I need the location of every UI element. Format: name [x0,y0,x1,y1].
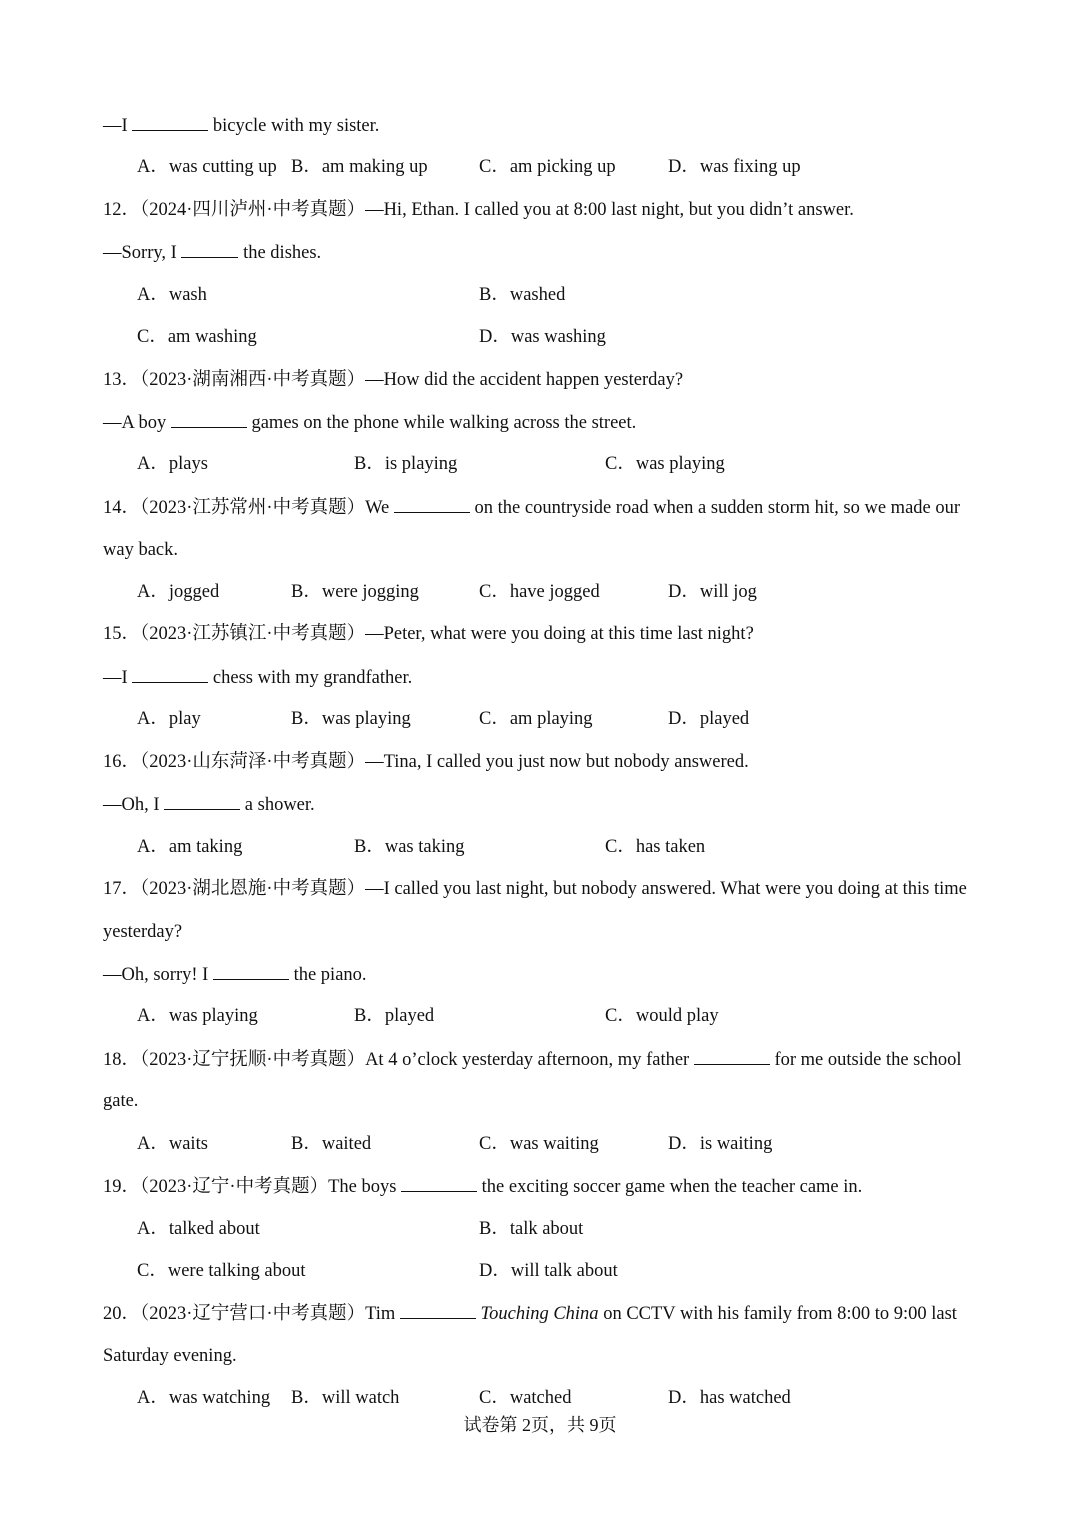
q16-answer-suffix: a shower. [240,795,315,815]
q19-option-b[interactable]: B．talk about [479,1219,584,1239]
q20-blank[interactable] [400,1301,476,1319]
q19-header-prefix: 19．（2023·辽宁·中考真题）The boys [103,1177,402,1197]
q12-option-b[interactable]: B．washed [479,285,566,305]
q20-option-d[interactable]: D．has watched [668,1388,791,1408]
q17-answer-suffix: the piano. [288,965,367,985]
q14-header-suffix: on the countryside road when a sudden storm hit, so we made our [469,498,961,518]
q19-header-suffix: the exciting soccer game when the teacher came in. [477,1177,863,1197]
q18-header [103,1047,961,1072]
q13-answer-prefix: —A boy [103,413,171,433]
q16-option-a[interactable]: A．am taking [137,837,243,857]
q15-header: 15．（2023·江苏镇江·中考真题）—Peter, what were you doing at this time last night? [103,624,754,644]
q18-option-b[interactable]: B．waited [291,1134,372,1154]
q14-header [103,495,960,520]
q14-option-b[interactable]: B．were jogging [291,582,419,602]
q14-header-prefix: 14．（2023·江苏常州·中考真题）We [103,498,394,518]
q18-header-prefix: 18．（2023·辽宁抚顺·中考真题）At 4 o’clock yesterday afternoon, my father [103,1050,694,1070]
q19-header [103,1174,862,1199]
q15-blank[interactable] [132,665,208,683]
q12-option-d[interactable]: D．was washing [479,327,606,347]
q20-header-suffix: on CCTV with his family from 8:00 to 9:00 last [598,1304,957,1324]
q19-option-d[interactable]: D．will talk about [479,1261,618,1281]
q11-option-a[interactable]: A．was cutting up [137,157,277,177]
q16-option-c[interactable]: C．has taken [605,837,706,857]
q17-header: 17．（2023·湖北恩施·中考真题）—I called you last night, but nobody answered. What were you doing at this time [103,879,967,899]
q12-blank[interactable] [181,240,238,258]
q17-option-a[interactable]: A．was playing [137,1006,258,1026]
q15-answer-prefix: —I [103,668,133,688]
q12-answer-prefix: —Sorry, I [103,243,182,263]
q18-option-c[interactable]: C．was waiting [479,1134,599,1154]
q13-answer-line [103,410,636,435]
q14-continuation: way back. [103,540,178,560]
q15-option-d[interactable]: D．played [668,709,750,729]
q16-answer-line [103,792,315,817]
q11-answer-prefix: —I [103,116,133,136]
q13-option-b[interactable]: B．is playing [354,454,458,474]
q14-blank[interactable] [394,495,470,513]
q13-answer-suffix: games on the phone while walking across the street. [246,413,637,433]
q16-header: 16．（2023·山东菏泽·中考真题）—Tina, I called you just now but nobody answered. [103,752,749,772]
q12-option-a[interactable]: A．wash [137,285,207,305]
q11-option-c[interactable]: C．am picking up [479,157,616,177]
q18-header-suffix: for me outside the school [769,1050,962,1070]
q20-header-prefix: 20．（2023·辽宁营口·中考真题）Tim [103,1304,400,1324]
q14-option-c[interactable]: C．have jogged [479,582,600,602]
q19-option-c[interactable]: C．were talking about [137,1261,306,1281]
q11-answer-line [103,113,379,138]
q19-option-a[interactable]: A．talked about [137,1219,260,1239]
q17-option-c[interactable]: C．would play [605,1006,719,1026]
q11-answer-suffix: bicycle with my sister. [208,116,380,136]
q12-answer-line [103,240,321,265]
q17-answer-prefix: —Oh, sorry! I [103,965,213,985]
q13-blank[interactable] [171,410,247,428]
q18-blank[interactable] [694,1047,770,1065]
q18-option-d[interactable]: D．is waiting [668,1134,773,1154]
q18-continuation: gate. [103,1091,139,1111]
q17-option-b[interactable]: B．played [354,1006,435,1026]
q11-option-d[interactable]: D．was fixing up [668,157,801,177]
q20-continuation: Saturday evening. [103,1346,237,1366]
q20-option-a[interactable]: A．was watching [137,1388,271,1408]
q13-header: 13．（2023·湖南湘西·中考真题）—How did the accident happen yesterday? [103,370,684,390]
q14-option-a[interactable]: A．jogged [137,582,220,602]
q20-option-c[interactable]: C．watched [479,1388,572,1408]
q16-answer-prefix: —Oh, I [103,795,165,815]
q14-option-d[interactable]: D．will jog [668,582,757,602]
q20-program-title: Touching China [480,1304,599,1324]
q12-answer-suffix: the dishes. [238,243,322,263]
q12-option-c[interactable]: C．am washing [137,327,257,347]
q15-option-a[interactable]: A．play [137,709,201,729]
q20-header [103,1301,957,1326]
q18-option-a[interactable]: A．waits [137,1134,208,1154]
q11-blank[interactable] [132,113,208,131]
q17-blank[interactable] [213,962,289,980]
q15-option-c[interactable]: C．am playing [479,709,593,729]
q13-option-c[interactable]: C．was playing [605,454,725,474]
q17-continuation: yesterday? [103,922,183,942]
q20-option-b[interactable]: B．will watch [291,1388,400,1408]
page-footer: 试卷第 2页，共 9页 [463,1415,617,1435]
q13-option-a[interactable]: A．plays [137,454,208,474]
q16-option-b[interactable]: B．was taking [354,837,465,857]
q15-answer-line [103,665,412,690]
q16-blank[interactable] [164,792,240,810]
q12-header: 12．（2024·四川泸州·中考真题）—Hi, Ethan. I called you at 8:00 last night, but you didn’t answer. [103,200,854,220]
q15-answer-suffix: chess with my grandfather. [208,668,413,688]
q17-answer-line [103,962,367,987]
q11-option-b[interactable]: B．am making up [291,157,428,177]
q19-blank[interactable] [401,1174,477,1192]
q15-option-b[interactable]: B．was playing [291,709,411,729]
